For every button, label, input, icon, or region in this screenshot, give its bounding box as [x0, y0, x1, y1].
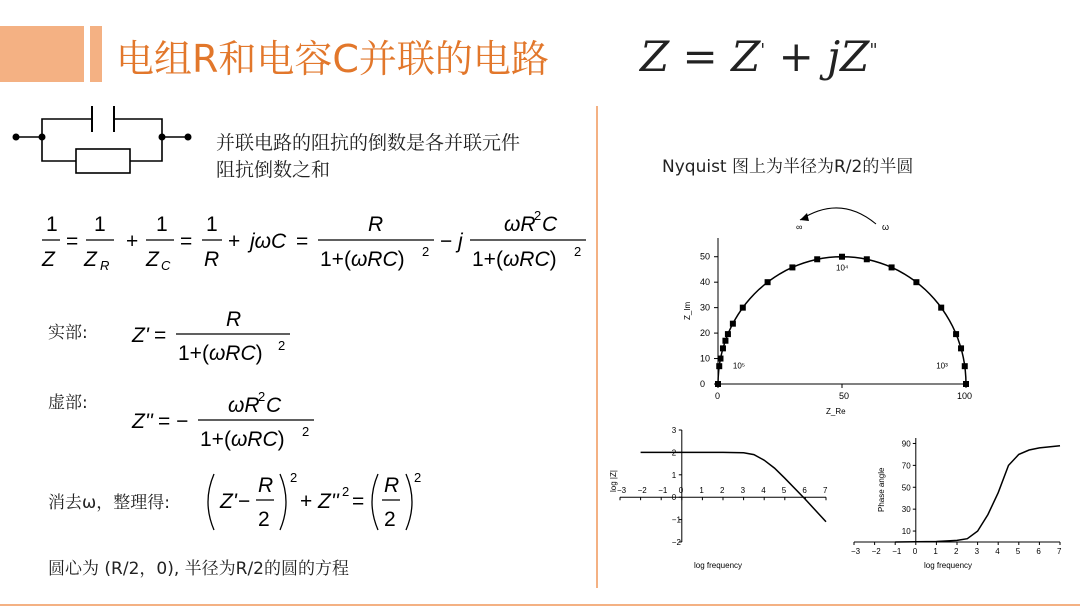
reciprocal-impedance-equation [34, 206, 594, 278]
svg-text:2: 2 [258, 508, 270, 531]
title-accent-block [0, 26, 84, 82]
svg-text:Z': Z' [220, 490, 237, 513]
nyquist-y-tick-label: 10 [700, 353, 711, 364]
svg-text:1: 1 [94, 213, 106, 236]
svg-text:R: R [100, 258, 110, 273]
svg-text:+: + [126, 230, 139, 253]
circle-conclusion: 圆心为 (R/2，0), 半径为R/2的圆的方程 [48, 559, 350, 579]
title-accent-stripe [90, 26, 102, 82]
svg-text:ωR: ωR [504, 213, 536, 236]
real-part-equation [128, 304, 328, 370]
svg-text:=: = [66, 230, 79, 253]
bode-phase-plot [848, 430, 1070, 576]
bode-mag-x-tick-label: 6 [802, 486, 807, 496]
nyquist-caption: Nyquist 图上为半径为R/2的半圆 [662, 157, 914, 177]
imaginary-part-label: 虚部: [48, 393, 88, 413]
svg-text:1+(ωRC): 1+(ωRC) [178, 342, 263, 365]
bode-phase-x-tick-label: 5 [1015, 547, 1021, 556]
description-line-1: 并联电路的阻抗的倒数是各并联元件 [216, 132, 521, 154]
bode-mag-x-tick-label: 4 [761, 486, 766, 496]
svg-text:2: 2 [302, 424, 310, 439]
svg-text:2: 2 [278, 338, 286, 353]
bode-mag-x-tick-label: −3 [617, 486, 627, 496]
bode-mag-y-tick-label: 3 [671, 426, 677, 435]
bode-mag-x-tick-label: −2 [637, 486, 647, 496]
svg-text:1+(ωRC): 1+(ωRC) [200, 428, 285, 451]
nyquist-data-point [963, 381, 969, 387]
svg-text:=: = [352, 490, 365, 513]
svg-text:2: 2 [574, 244, 582, 259]
main-impedance-formula: Z = Z' + jZ" [640, 32, 878, 81]
nyquist-data-point [725, 331, 731, 337]
svg-text:1: 1 [156, 213, 168, 236]
nyquist-y-tick-label: 50 [700, 251, 711, 262]
nyquist-data-point [717, 356, 723, 362]
svg-text:2: 2 [258, 389, 266, 404]
svg-text:Z: Z [146, 248, 159, 271]
nyquist-data-point [814, 256, 820, 262]
nyquist-annotation-1e4: 10⁴ [836, 263, 849, 273]
nyquist-data-point [715, 381, 721, 387]
nyquist-x-tick-label: 50 [839, 391, 850, 401]
svg-text:R: R [258, 474, 274, 497]
svg-text:C: C [161, 258, 171, 273]
bode-phase-x-tick-label: 3 [974, 547, 980, 556]
bode-mag-y-tick-label: 1 [671, 470, 677, 480]
svg-text:1: 1 [46, 213, 58, 236]
bode-phase-x-tick-label: 1 [933, 547, 938, 556]
bottom-divider [0, 604, 1080, 606]
nyquist-x-tick-label: 100 [957, 391, 973, 401]
svg-text:=: = [154, 324, 167, 347]
nyquist-data-point [730, 321, 736, 327]
bode-mag-y-tick-label: 2 [671, 448, 677, 458]
bode-phase-y-axis-label: Phase angle [877, 467, 886, 512]
svg-text:R: R [204, 248, 220, 271]
nyquist-annotation-1e5: 10⁵ [732, 361, 746, 371]
bode-mag-y-tick-label: 0 [671, 493, 677, 503]
nyquist-data-point [958, 345, 964, 351]
svg-text:R: R [226, 308, 242, 331]
bode-mag-x-tick-label: 1 [699, 486, 704, 496]
nyquist-data-point [889, 264, 895, 270]
bode-phase-y-tick-label: 10 [901, 527, 911, 537]
bode-phase-y-tick-label: 30 [901, 505, 911, 515]
svg-text:C: C [542, 213, 558, 236]
svg-text:Z: Z [42, 248, 55, 271]
bode-phase-x-tick-label: 2 [954, 547, 959, 556]
bode-phase-x-tick-label: −2 [871, 547, 881, 556]
nyquist-data-point [716, 363, 722, 369]
eliminate-omega-label: 消去ω，整理得: [48, 493, 170, 513]
bode-mag-y-axis-label: log |Z| [609, 470, 618, 492]
bode-phase-x-tick-label: 0 [912, 547, 918, 556]
bode-mag-x-tick-label: −1 [658, 486, 668, 496]
nyquist-y-tick-label: 40 [700, 277, 711, 288]
svg-text:R: R [384, 474, 400, 497]
svg-text:=: = [180, 230, 193, 253]
nyquist-annotation-1e3: 10³ [936, 361, 948, 371]
svg-text:j: j [458, 230, 463, 253]
svg-text:2: 2 [384, 508, 396, 531]
bode-phase-x-tick-label: −1 [892, 547, 902, 556]
svg-text:+: + [228, 230, 241, 253]
nyquist-data-point [864, 256, 870, 262]
nyquist-semicircle-line [718, 257, 966, 384]
svg-text:−: − [440, 230, 453, 253]
svg-text:2: 2 [422, 244, 430, 259]
bode-magnitude-plot [610, 424, 840, 574]
nyquist-data-point [765, 279, 771, 285]
bode-phase-x-tick-label: −3 [851, 547, 861, 556]
rc-parallel-circuit-diagram [10, 100, 210, 180]
svg-text:ωR: ωR [228, 394, 260, 417]
svg-text:Z'': Z'' [318, 490, 339, 513]
svg-text:2: 2 [290, 470, 298, 485]
svg-text:1+(ωRC): 1+(ωRC) [320, 248, 405, 271]
svg-text:=: = [296, 230, 309, 253]
bode-mag-x-tick-label: 7 [823, 486, 828, 496]
bode-phase-y-tick-label: 90 [901, 439, 911, 449]
circle-equation [200, 466, 430, 538]
svg-text:Z': Z' [132, 324, 149, 347]
svg-text:R: R [368, 213, 384, 236]
nyquist-data-point [789, 264, 795, 270]
svg-text:Z'': Z'' [132, 410, 153, 433]
nyquist-x-tick-label: 0 [715, 391, 721, 401]
nyquist-y-axis-label: Z_Im [683, 301, 692, 320]
svg-text:jωC: jωC [250, 230, 287, 253]
bode-mag-x-tick-label: 3 [740, 486, 746, 496]
nyquist-data-point [839, 254, 845, 260]
nyquist-x-axis-label: Z_Re [826, 407, 846, 416]
imaginary-part-equation [128, 388, 348, 458]
nyquist-data-point [953, 331, 959, 337]
bode-phase-series-line [895, 446, 1060, 542]
bode-phase-x-axis-label: log frequency [924, 561, 973, 570]
bode-phase-x-tick-label: 4 [995, 547, 1000, 556]
svg-text:−: − [238, 490, 251, 513]
bode-mag-x-tick-label: 2 [720, 486, 725, 496]
svg-text:1: 1 [206, 213, 218, 236]
nyquist-plot [670, 200, 990, 420]
real-part-label: 实部: [48, 323, 88, 343]
bode-mag-x-axis-label: log frequency [694, 561, 743, 570]
svg-text:2: 2 [414, 470, 422, 485]
bode-mag-x-tick-label: 5 [781, 486, 787, 496]
nyquist-data-point [722, 338, 728, 344]
nyquist-y-tick-label: 20 [700, 328, 711, 339]
bode-phase-x-tick-label: 6 [1036, 547, 1041, 556]
nyquist-data-point [913, 279, 919, 285]
bode-mag-x-tick-label: 0 [678, 486, 684, 496]
column-divider [596, 106, 598, 588]
slide-title: 电组R和电容C并联的电路 [116, 37, 549, 81]
nyquist-y-tick-label: 0 [700, 379, 706, 389]
bode-phase-y-tick-label: 70 [901, 461, 911, 471]
svg-text:+: + [300, 490, 313, 513]
svg-text:1+(ωRC): 1+(ωRC) [472, 248, 557, 271]
nyquist-y-tick-label: 30 [700, 302, 711, 313]
svg-text:2: 2 [342, 484, 350, 499]
svg-text:Z: Z [84, 248, 97, 271]
description-line-2: 阻抗倒数之和 [216, 159, 331, 181]
bode-mag-series-line [641, 452, 826, 521]
bode-phase-y-tick-label: 50 [901, 483, 911, 493]
svg-text:C: C [266, 394, 282, 417]
svg-text:= −: = − [158, 410, 189, 433]
bode-mag-y-tick-label: −1 [671, 515, 681, 525]
svg-text:2: 2 [534, 208, 542, 223]
nyquist-data-point [720, 345, 726, 351]
nyquist-data-point [938, 305, 944, 311]
nyquist-data-point [962, 363, 968, 369]
bode-mag-y-tick-label: −2 [671, 538, 681, 547]
omega-annotation: ω [882, 222, 890, 232]
bode-phase-x-tick-label: 7 [1057, 547, 1062, 556]
infinity-annotation: ∞ [796, 222, 803, 232]
nyquist-data-point [740, 305, 746, 311]
